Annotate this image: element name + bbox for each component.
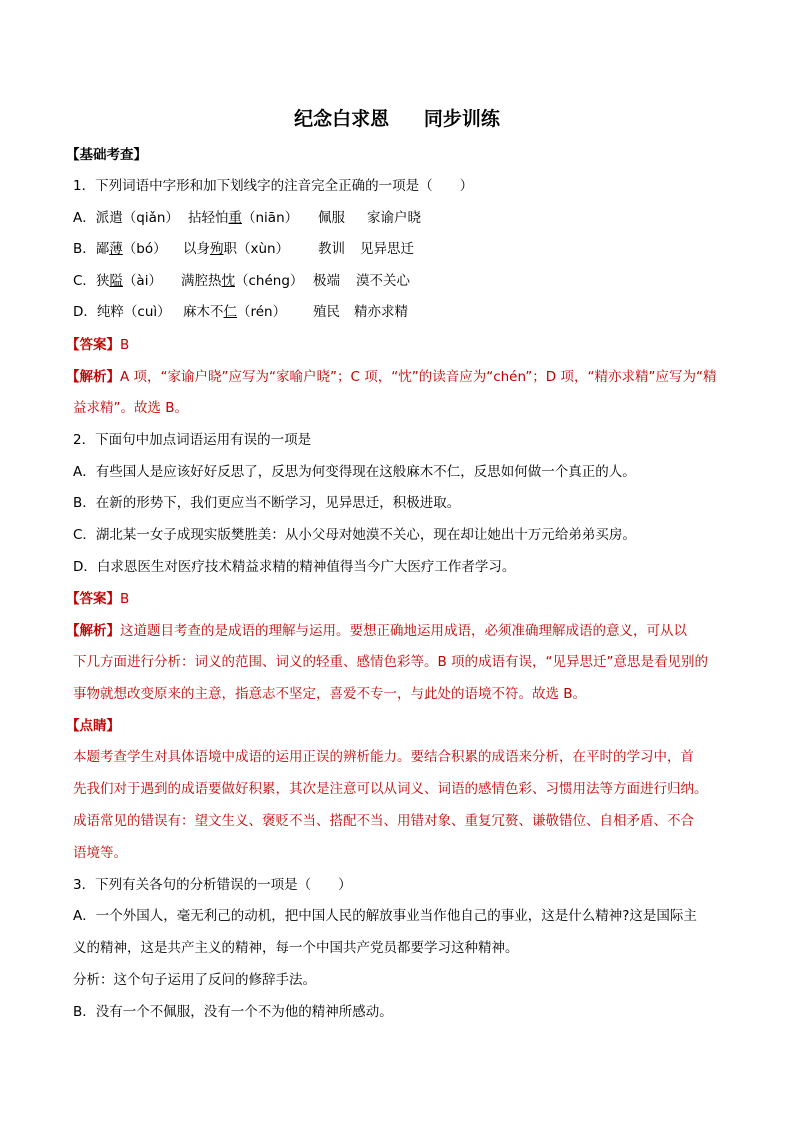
q1-d-w2u: 仁 [223,304,237,320]
q1-a-word2 [188,209,298,227]
q1-b-word2 [183,240,289,258]
q1-stem: 1．下列词语中字形和加下划线字的注音完全正确的一项是（ ） [73,178,474,194]
q1-a-word1: 派遣（qiǎn） [95,210,179,226]
title-sub: 同步训练 [423,108,500,130]
q1-d-w2b: （rén） [237,304,287,320]
q1-b-word3: 教训 [318,241,345,257]
q2-analysis-text1: 这道题目考查的是成语的理解与运用。要想正确地运用成语，必须准确理解成语的意义，可从以 [120,623,687,639]
q1-b-w1a: 鄙 [95,241,110,257]
q1-option-d [73,303,408,321]
q1-b-w2a: 以身 [183,241,210,257]
q2-analysis-line3: 事物就想改变原来的主意，指意志不坚定，喜爱不专一，与此处的语境不符。故选 B。 [73,686,587,702]
q3-option-a-line2: 义的精神，这是共产主义的精神，每一个中国共产党员都要学习这种精神。 [73,940,519,956]
q1-analysis-text1: A 项，“家谕户晓”应写为“家喻户晓”；C 项，“忱”的读音应为“chén”；D 项，“精亦求精”应写为“精 [120,369,717,385]
q3-option-a-analysis: 分析：这个句子运用了反问的修辞手法。 [73,972,316,988]
q2-analysis-tag: 【解析】 [66,623,120,639]
q3-option-b: B．没有一个不佩服，没有一个不为他的精神所感动。 [73,1004,393,1020]
q1-analysis-tag: 【解析】 [66,369,120,385]
q1-c-w1u: 隘 [109,273,123,289]
q1-option-b [73,240,414,258]
q1-option-c [73,272,410,290]
q2-option-d: D．白求恩医生对医疗技术精益求精的精神值得当今广大医疗工作者学习。 [73,559,516,575]
q1-d-label: D． [73,304,97,320]
q3-stem: 3．下列有关各句的分析错误的一项是（ ） [73,877,352,893]
q1-a-word3: 佩服 [318,210,345,226]
q1-d-word4: 精亦求精 [354,304,408,320]
q1-c-w2u: 忱 [221,273,235,289]
q1-b-word4: 见异思迁 [360,241,414,257]
q1-answer [66,336,129,354]
q2-tip-line4: 语境等。 [73,845,127,861]
q2-answer-value: B [120,591,130,607]
q2-tip-line3: 成语常见的错误有：望文生义、褒贬不当、搭配不当、用错对象、重复冗赘、谦敬错位、自相矛盾、不合 [73,813,694,829]
q1-analysis-line1 [66,368,716,386]
q2-tip-line2: 先我们对于遇到的成语要做好积累，其次是注意可以从词义、词语的感情色彩、习惯用法等方面进行归纳。 [73,781,708,797]
q3-option-a-line1: A．一个外国人，毫无利己的动机，把中国人民的解放事业当作他自己的事业，这是什么精神?这是国际主 [73,908,697,924]
q1-c-w1a: 狭 [95,273,110,289]
q1-analysis-line2: 益求精”。故选 B。 [73,400,189,416]
q2-option-a: A．有些国人是应该好好反思了，反思为何变得现在这般麻木不仁，反思如何做一个真正的人。 [73,464,636,480]
q2-answer-tag: 【答案】 [66,591,120,607]
title-main: 纪念白求恩 [294,108,390,130]
q1-a-word2-post: （niān） [242,210,299,226]
q2-analysis-line1 [66,622,687,640]
q2-tip-tag: 【点睛】 [66,718,120,734]
q1-a-word2-pre: 拈轻怕 [188,210,229,226]
q1-a-label: A． [73,210,96,226]
q2-option-b: B．在新的形势下，我们更应当不断学习，见异思迁，积极进取。 [73,495,461,511]
q1-a-word2-underlined: 重 [228,210,242,226]
q1-b-w2u: 殉 [210,241,224,257]
q1-c-word2 [181,272,303,290]
page-title [0,104,794,131]
q1-b-label: B． [73,241,96,257]
q1-c-w2a: 满腔热 [181,273,222,289]
section-heading-basic: 【基础考查】 [66,147,147,163]
q1-d-word3: 殖民 [313,304,340,320]
q1-a-word4: 家谕户晓 [367,210,421,226]
q2-analysis-line2: 下几方面进行分析：词义的范围、词义的轻重、感情色彩等。B 项的成语有误，“见异思迁”意思是看见别的 [73,654,709,670]
q1-c-word3: 极端 [313,273,340,289]
q1-d-w2a: 麻木不 [183,304,224,320]
q1-c-label: C． [73,273,96,289]
q1-answer-value: B [120,337,130,353]
q1-b-w1u: 薄 [109,241,123,257]
q1-option-a [73,209,421,227]
q2-stem: 2．下面句中加点词语运用有误的一项是 [73,432,312,448]
q2-tip-line1: 本题考查学生对具体语境中成语的运用正误的辨析能力。要结合积累的成语来分析，在平时的学习中，首 [73,749,694,765]
q2-option-c: C．湖北某一女子成现实版樊胜美：从小父母对她漠不关心，现在却让她出十万元给弟弟买房。 [73,527,636,543]
q1-d-word1: 纯粹（cuì） [96,304,171,320]
q2-answer [66,590,129,608]
q1-answer-tag: 【答案】 [66,337,120,353]
q1-c-word4: 漠不关心 [356,273,410,289]
q1-c-w1b: （ài） [122,273,162,289]
q1-d-word2 [183,303,286,321]
q1-c-w2b: （chéng） [235,273,304,289]
q1-b-w2b: 职（xùn） [223,241,290,257]
q1-b-w1b: （bó） [122,241,167,257]
